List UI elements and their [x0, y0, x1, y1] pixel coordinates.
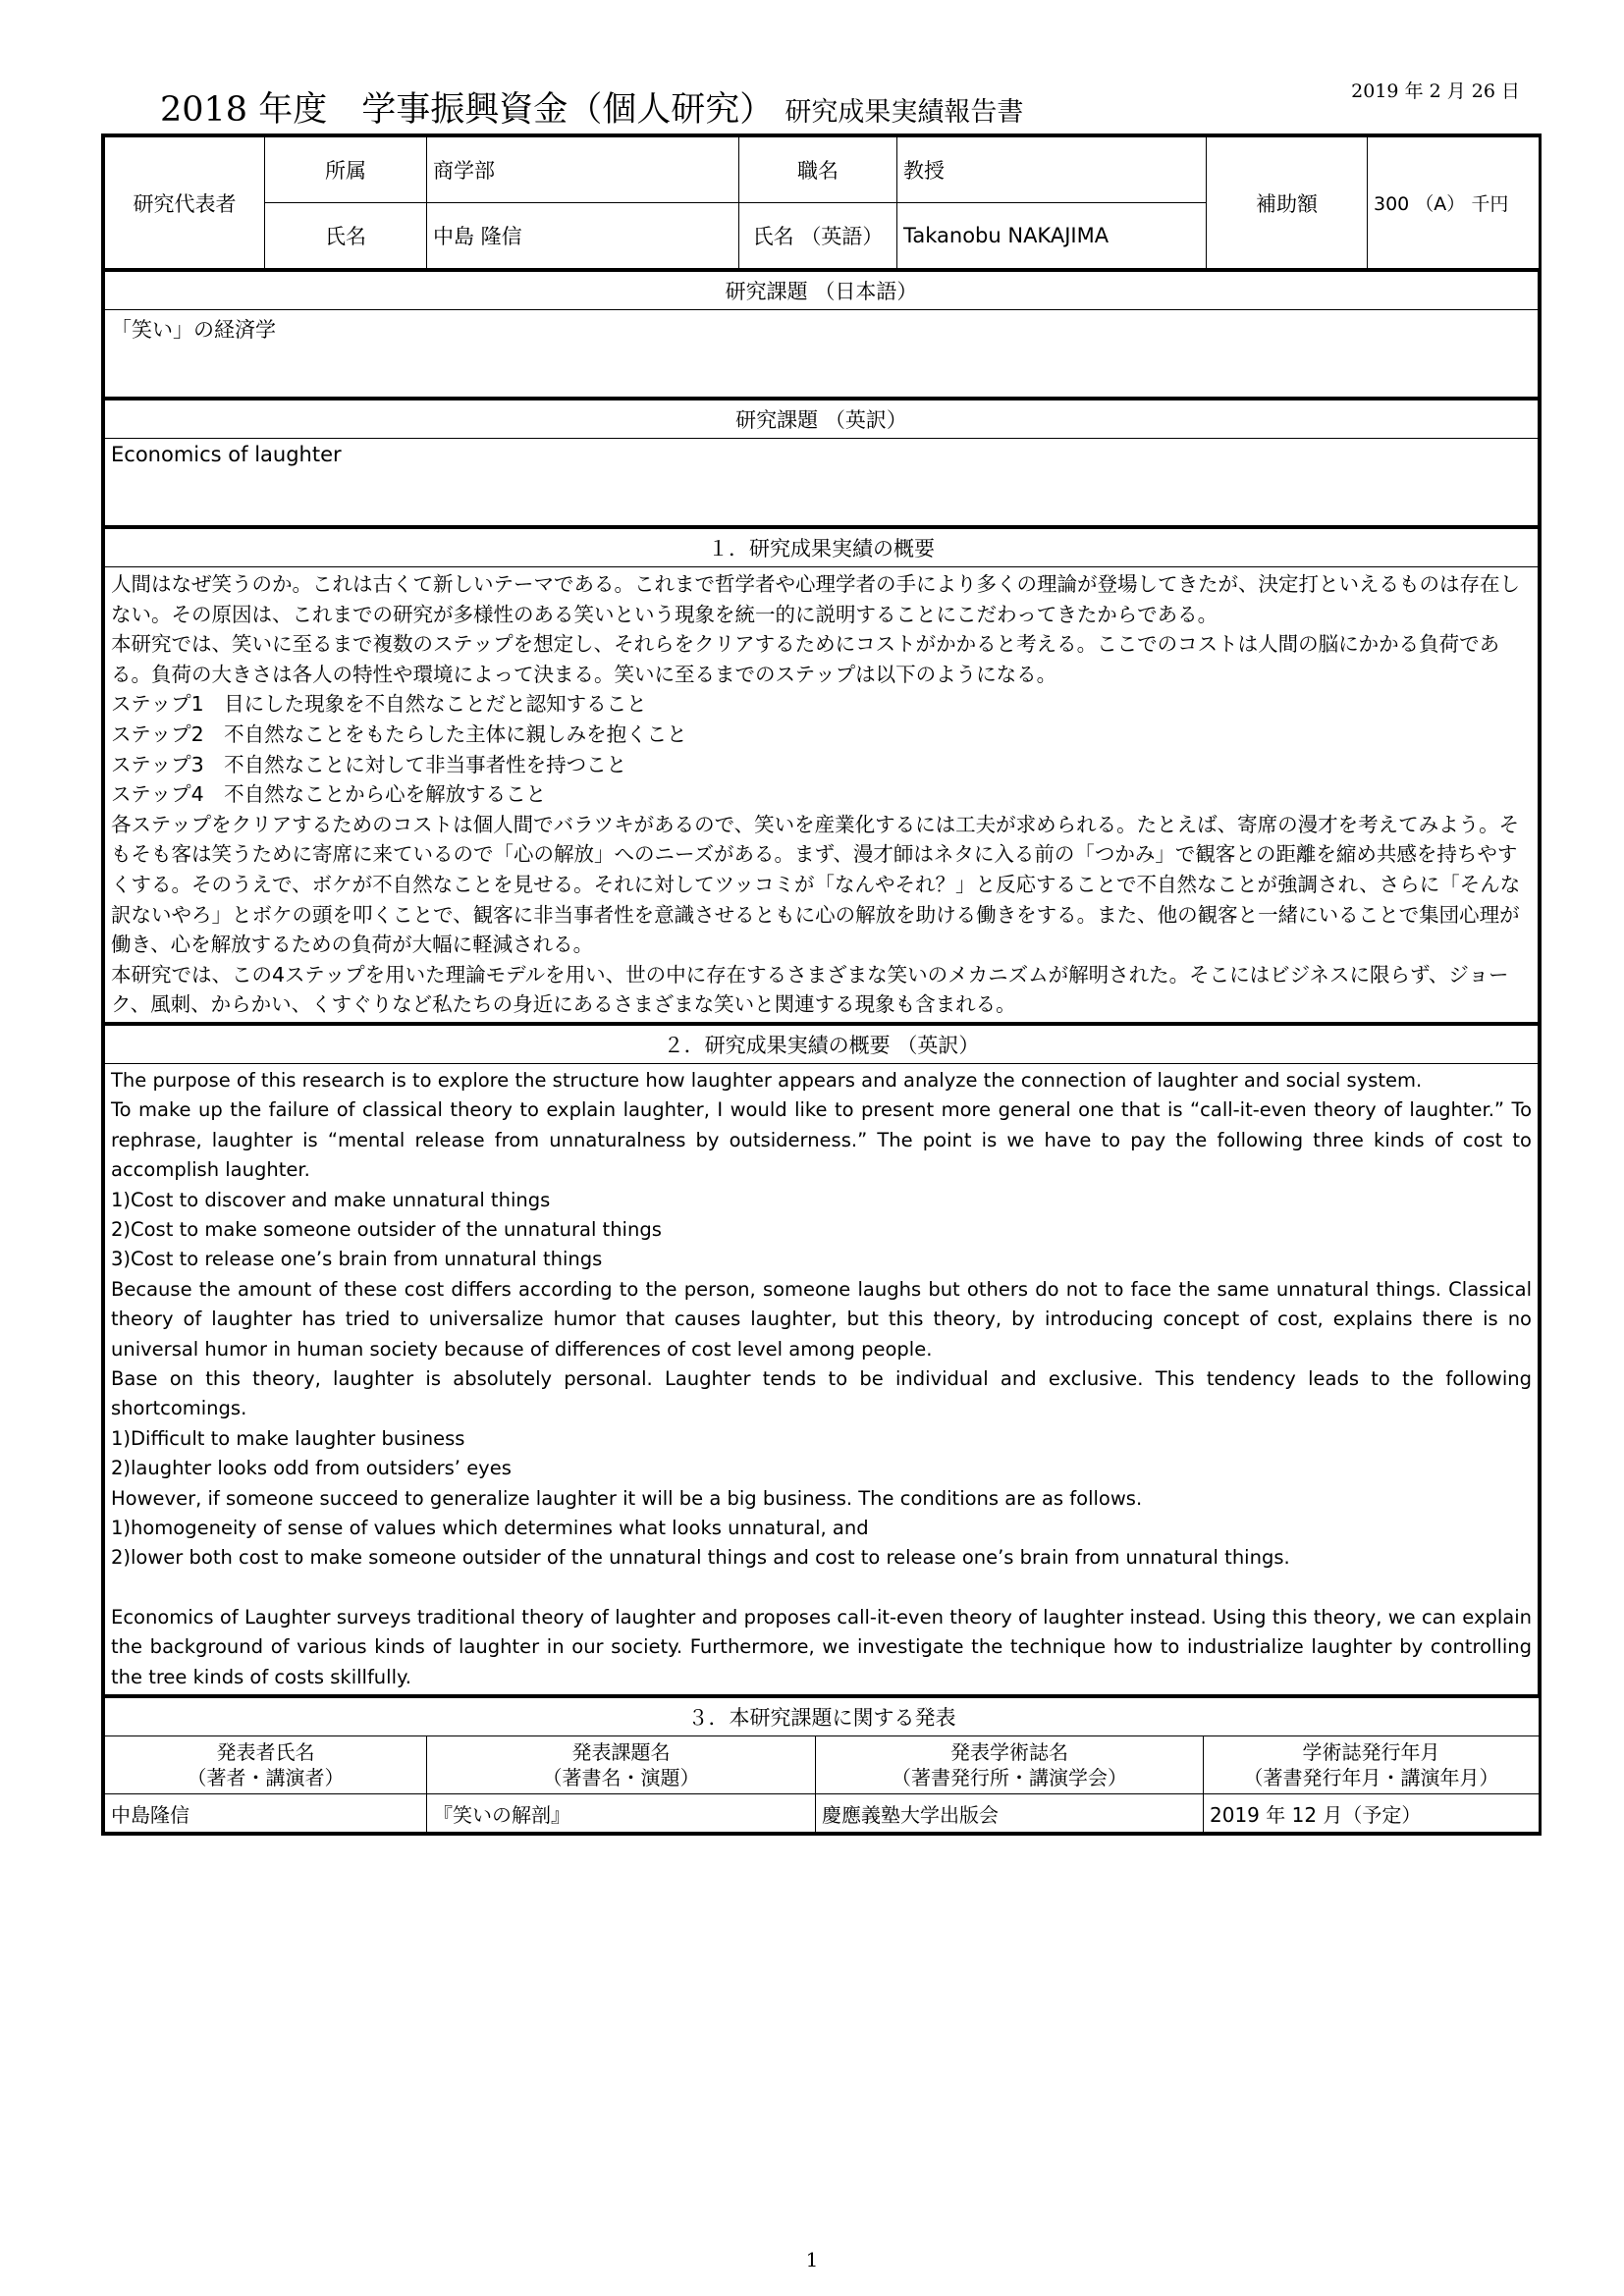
name-label: 氏名: [265, 203, 427, 269]
summary-en-list-item: 2)lower both cost to make someone outsider of the unnatural things and cost to release one’s brain from unnatural things.: [111, 1546, 1290, 1570]
pub-date: 2019 年 12 月（予定）: [1204, 1794, 1540, 1833]
table-row: [105, 1794, 1540, 1833]
affil-value: 商学部: [427, 137, 739, 203]
pub-author: 中島隆信: [105, 1794, 427, 1833]
col-date-header: [1204, 1736, 1540, 1794]
summary-en-paragraph: To make up the failure of classical theory to explain laughter, I would like to present more general one that is “call-it-even theory of laughter.” To rephrase, laughter is “mental release from unnaturalness by outsiderness.” The point is we have to pay the following three kinds of cost to accomplish laughter.: [111, 1098, 1532, 1182]
col-header-subline: （著書名・演題）: [542, 1766, 700, 1790]
summary-jp-paragraph: 人間はなぜ笑うのか。これは古くて新しいテーマである。これまで哲学者や心理学者の手により多くの理論が登場してきたが、決定打といえるものは存在しない。その原因は、これまでの研究が多様性のある笑いという現象を統一的に説明することにこだわってきたからである。: [111, 572, 1520, 626]
rep-label: 研究代表者: [105, 137, 265, 269]
col-header-line: 学術誌発行年月: [1302, 1740, 1440, 1765]
title-main: 2018 年度 学事振興資金（個人研究）: [160, 90, 775, 130]
summary-jp-paragraph: 本研究では、笑いに至るまで複数のステップを想定し、それらをクリアするためにコストがかかると考える。ここでのコストは人間の脳にかかる負荷である。負荷の大きさは各人の特性や環境によって決まる。笑いに至るまでのステップは以下のようになる。: [111, 632, 1500, 686]
summary-en-list-item: 1)homogeneity of sense of values which determines what looks unnatural, and: [111, 1517, 869, 1539]
topic-jp-section: [104, 269, 1539, 398]
affil-label: 所属: [265, 137, 427, 203]
summary-jp-step: ステップ4 不自然なことから心を解放すること: [111, 782, 547, 807]
name-en-value: Takanobu NAKAJIMA: [897, 203, 1207, 269]
summary-en-list-item: 2)laughter looks odd from outsiders’ eyes: [111, 1457, 512, 1480]
summary-jp-step: ステップ1 目にした現象を不自然なことだと認知すること: [111, 692, 647, 717]
page-number: 1: [805, 2248, 819, 2271]
summary-en-paragraph: Economics of Laughter surveys traditional theory of laughter and proposes call-it-even theory of laughter instead. Using this theory, we can explain the background of various kinds of laughter in our society. Furthermore, we investigate the technique how to industrialize laughter by controlling the tree kinds of costs skillfully.: [111, 1605, 1532, 1688]
col-title-header: [427, 1736, 816, 1794]
name-en-label: 氏名 （英語）: [739, 203, 897, 269]
summary-en-blank-line: [111, 1574, 1532, 1603]
publications-heading: ３．本研究課題に関する発表: [105, 1697, 1540, 1736]
col-header-subline: （著書発行年月・講演年月）: [1243, 1766, 1499, 1790]
col-header-line: 発表課題名: [571, 1740, 671, 1765]
document-title: [160, 82, 1023, 132]
position-value: 教授: [897, 137, 1207, 203]
summary-en-list-item: 2)Cost to make someone outsider of the unnatural things: [111, 1217, 662, 1241]
pub-title: 『笑いの解剖』: [427, 1794, 816, 1833]
summary-en-paragraph: Base on this theory, laughter is absolutely personal. Laughter tends to be individual and exclusive. This tendency leads to the following shortcomings.: [111, 1366, 1532, 1420]
topic-en-value: Economics of laughter: [105, 439, 1539, 526]
col-header-line: 発表学術誌名: [950, 1740, 1068, 1765]
summary-en-body: [105, 1063, 1539, 1694]
summary-en-paragraph: However, if someone succeed to generalize laughter it will be a big business. The conditions are as follows.: [111, 1486, 1143, 1510]
summary-en-paragraph: Because the amount of these cost differs according to the person, someone laughs but others do not to face the same unnatural things. Classical theory of laughter has tried to universalize humor that causes laughter, but this theory, by introducing concept of cost, explains there is no universal humor in human society because of differences of cost level among people.: [111, 1277, 1532, 1361]
summary-en-section: [104, 1023, 1539, 1695]
summary-en-list-item: 1)Cost to discover and make unnatural things: [111, 1188, 551, 1211]
summary-jp-body: [105, 567, 1539, 1023]
col-header-subline: （著者・講演者）: [187, 1766, 345, 1790]
summary-en-list-item: 3)Cost to release one’s brain from unnatural things: [111, 1248, 603, 1271]
col-header-line: 発表者氏名: [216, 1740, 315, 1765]
pub-publisher: 慶應義塾大学出版会: [816, 1794, 1204, 1833]
title-row: [101, 79, 1540, 133]
summary-jp-heading: １．研究成果実績の概要: [105, 528, 1539, 567]
publications-section: [104, 1695, 1540, 1833]
summary-en-paragraph: The purpose of this research is to explore the structure how laughter appears and analyze the connection of laughter and social system.: [111, 1068, 1423, 1092]
summary-en-list-item: 1)Difficult to make laughter business: [111, 1426, 465, 1450]
grant-value: 300 （A） 千円: [1368, 137, 1540, 269]
summary-jp-paragraph: 本研究では、この4ステップを用いた理論モデルを用い、世の中に存在するさまざまな笑いのメカニズムが解明された。そこにはビジネスに限らず、ジョーク、風刺、からかい、くすぐりなど私たちの身近にあるさまざまな笑いと関連する現象も含まれる。: [111, 962, 1509, 1017]
info-table: [104, 136, 1540, 269]
summary-jp-section: [104, 526, 1539, 1023]
name-value: 中島 隆信: [427, 203, 739, 269]
title-sub: 研究成果実績報告書: [785, 97, 1024, 128]
summary-jp-step: ステップ3 不自然なことに対して非当事者性を持つこと: [111, 752, 627, 776]
report-form: [101, 133, 1542, 1836]
col-publisher-header: [816, 1736, 1204, 1794]
topic-en-section: [104, 398, 1539, 526]
summary-en-heading: ２．研究成果実績の概要 （英訳）: [105, 1024, 1539, 1063]
topic-jp-value: 「笑い」の経済学: [105, 310, 1539, 398]
col-header-subline: （著書発行所・講演学会）: [892, 1766, 1127, 1790]
summary-jp-step: ステップ2 不自然なことをもたらした主体に親しみを抱くこと: [111, 721, 687, 746]
summary-jp-paragraph: 各ステップをクリアするためのコストは個人間でバラツキがあるので、笑いを産業化するには工夫が求められる。たとえば、寄席の漫才を考えてみよう。そもそも客は笑うために寄席に来ているので「心の解放」へのニーズがある。まず、漫才師はネタに入る前の「つかみ」で観客との距離を縮め共感を持ちやすくする。そのうえで、ボケが不自然なことを見せる。それに対してツッコミが「なんやそれ？」と反応することで不自然なことが強調され、さらに「そんな訳ないやろ」とボケの頭を叩くことで、観客に非当事者性を意識させるともに心の解放を助ける働きをする。また、他の観客と一緒にいることで集団心理が働き、心を解放するための負荷が大幅に軽減される。: [111, 812, 1521, 957]
position-label: 職名: [739, 137, 897, 203]
topic-en-heading: 研究課題 （英訳）: [105, 400, 1539, 439]
grant-label: 補助額: [1207, 137, 1368, 269]
report-date: 2019 年 2 月 26 日: [1351, 80, 1520, 102]
topic-jp-heading: 研究課題 （日本語）: [105, 271, 1539, 310]
col-author-header: [105, 1736, 427, 1794]
